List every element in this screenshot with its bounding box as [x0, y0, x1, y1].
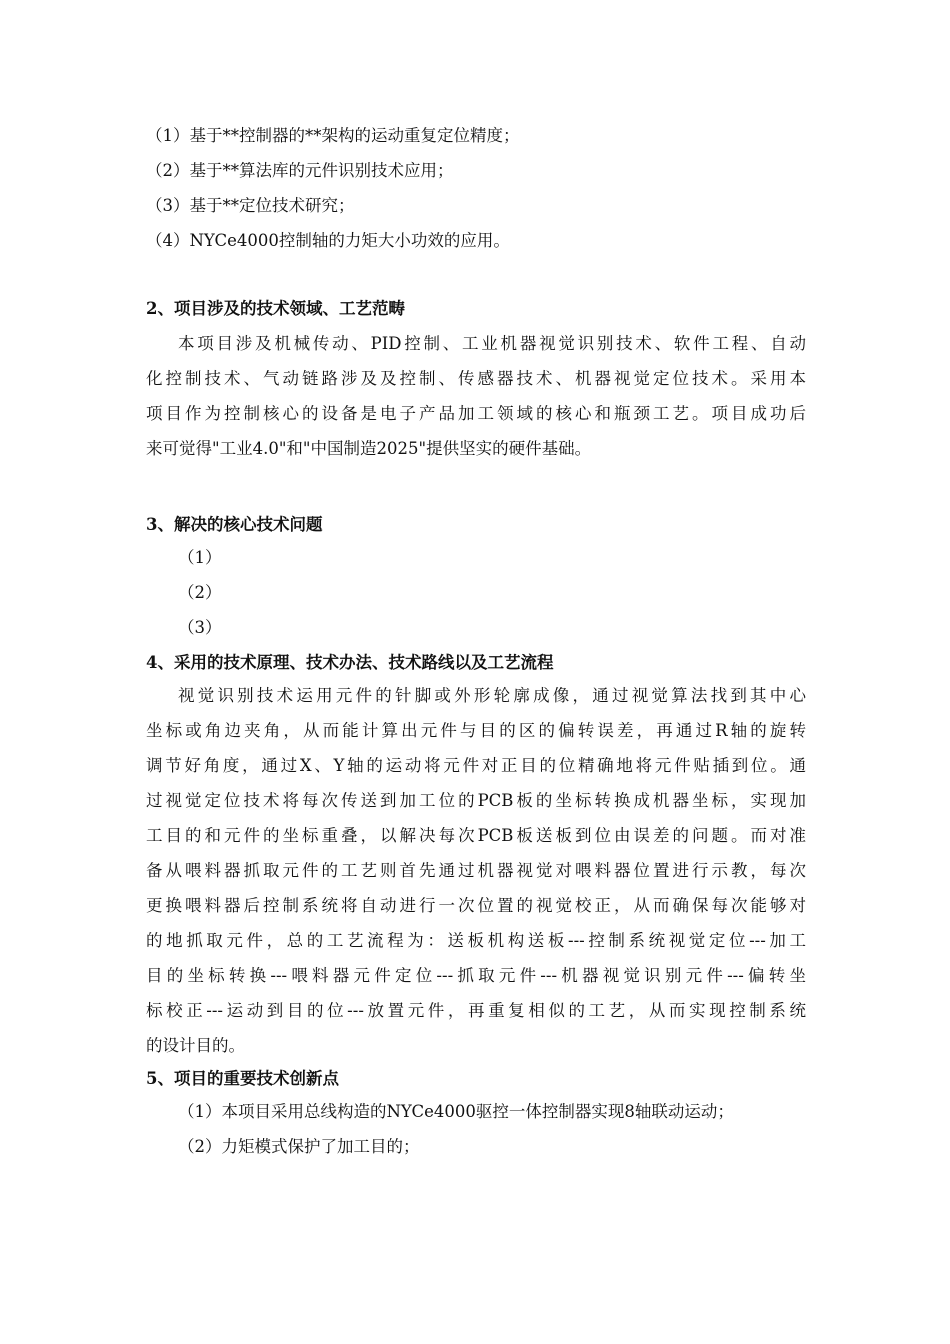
paragraph-line: 过视觉定位技术将每次传送到加工位的PCB板的坐标转换成机器坐标，实现加	[146, 791, 806, 810]
paragraph-line: 工目的和元件的坐标重叠，以解决每次PCB板送板到位由误差的问题。而对准	[146, 826, 806, 845]
paragraph-line: 本项目涉及机械传动、PID控制、工业机器视觉识别技术、软件工程、自动	[178, 334, 806, 353]
paragraph-line: 坐标或角边夹角，从而能计算出元件与目的区的偏转误差，再通过R轴的旋转	[146, 721, 806, 740]
list-item: （3）	[178, 618, 222, 637]
list-item: （2）	[178, 583, 222, 602]
section-heading: 4、采用的技术原理、技术办法、技术路线以及工艺流程	[146, 653, 554, 672]
paragraph-line: 的设计目的。	[146, 1036, 245, 1055]
paragraph-line: 调节好角度，通过X、Y轴的运动将元件对正目的位精确地将元件贴插到位。通	[146, 756, 806, 775]
intro-item: （4）NYCe4000控制轴的力矩大小功效的应用。	[146, 231, 510, 250]
list-item: （2）力矩模式保护了加工目的；	[178, 1137, 420, 1156]
paragraph-line: 化控制技术、气动链路涉及及控制、传感器技术、机器视觉定位技术。采用本	[146, 369, 806, 388]
section-heading: 3、解决的核心技术问题	[146, 515, 323, 534]
paragraph-line: 备从喂料器抓取元件的工艺则首先通过机器视觉对喂料器位置进行示教，每次	[146, 861, 806, 880]
list-item: （1）	[178, 548, 222, 567]
paragraph-line: 的地抓取元件，总的工艺流程为：送板机构送板---控制系统视觉定位---加工	[146, 931, 806, 950]
paragraph-line: 来可觉得"工业4.0"和"中国制造2025"提供坚实的硬件基础。	[146, 439, 592, 458]
paragraph-line: 更换喂料器后控制系统将自动进行一次位置的视觉校正，从而确保每次能够对	[146, 896, 806, 915]
paragraph-line: 目的坐标转换---喂料器元件定位---抓取元件---机器视觉识别元件---偏转坐	[146, 966, 806, 985]
intro-item: （3）基于**定位技术研究；	[146, 196, 355, 215]
section-heading: 5、项目的重要技术创新点	[146, 1069, 339, 1088]
paragraph-line: 视觉识别技术运用元件的针脚或外形轮廓成像，通过视觉算法找到其中心	[178, 686, 806, 705]
intro-item: （1）基于**控制器的**架构的运动重复定位精度；	[146, 126, 520, 145]
list-item: （1）本项目采用总线构造的NYCe4000驱控一体控制器实现8轴联动运动；	[178, 1102, 734, 1121]
section-heading: 2、项目涉及的技术领域、工艺范畴	[146, 299, 405, 318]
paragraph-line: 项目作为控制核心的设备是电子产品加工领域的核心和瓶颈工艺。项目成功后	[146, 404, 806, 423]
paragraph-line: 标校正---运动到目的位---放置元件，再重复相似的工艺，从而实现控制系统	[146, 1001, 806, 1020]
intro-item: （2）基于**算法库的元件识别技术应用；	[146, 161, 454, 180]
